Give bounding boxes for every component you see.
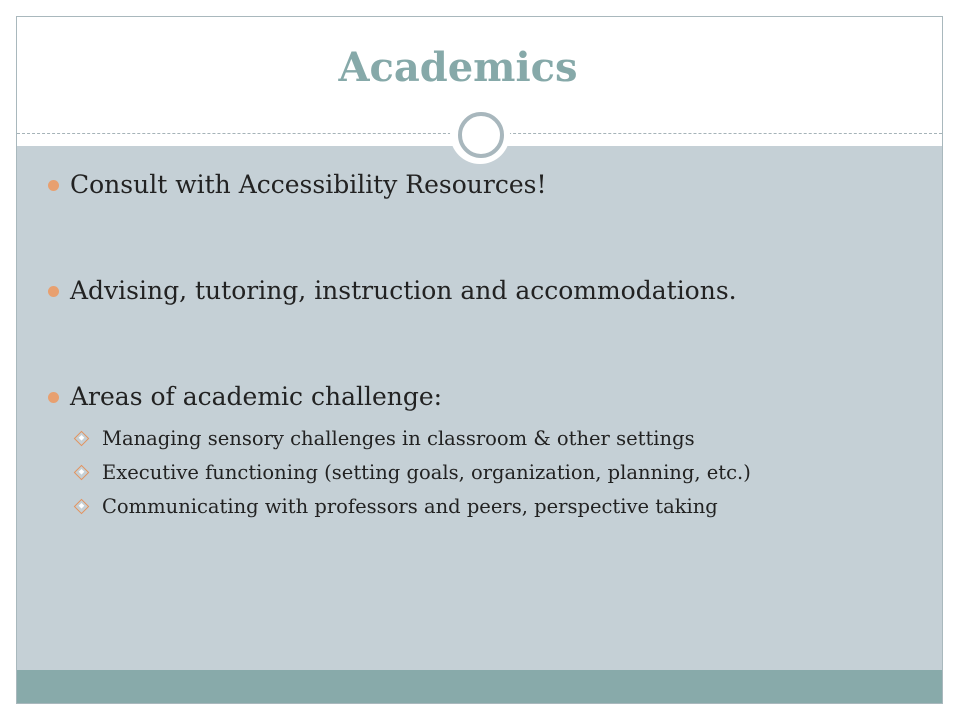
sub-bullet-item	[70, 492, 950, 522]
sub-bullet-text: Communicating with professors and peers, perspective taking	[102, 495, 718, 518]
circle-ring-ornament-icon	[450, 104, 510, 164]
sub-bullet-text: Managing sensory challenges in classroom & other settings	[102, 427, 695, 450]
bullet-text: Advising, tutoring, instruction and accommodations.	[70, 276, 737, 305]
bullet-dot-icon	[48, 180, 59, 191]
bullet-text: Consult with Accessibility Resources!	[70, 170, 547, 199]
diamond-outline-bullet-icon	[74, 499, 90, 515]
bullet-dot-icon	[48, 392, 59, 403]
sub-bullet-item	[70, 458, 950, 488]
slide-title: Academics	[338, 44, 578, 91]
sub-bullet-text: Executive functioning (setting goals, organization, planning, etc.)	[102, 461, 751, 484]
bullet-dot-icon	[48, 286, 59, 297]
bullet-item	[48, 166, 950, 204]
sub-bullet-list	[70, 424, 950, 522]
diamond-outline-bullet-icon	[74, 465, 90, 481]
ring-icon	[458, 112, 504, 158]
bullet-item	[48, 378, 950, 526]
diamond-outline-bullet-icon	[74, 431, 90, 447]
bullet-item	[48, 272, 950, 310]
sub-bullet-item	[70, 424, 950, 454]
footer-band	[17, 670, 942, 703]
bullet-text: Areas of academic challenge:	[70, 382, 443, 411]
